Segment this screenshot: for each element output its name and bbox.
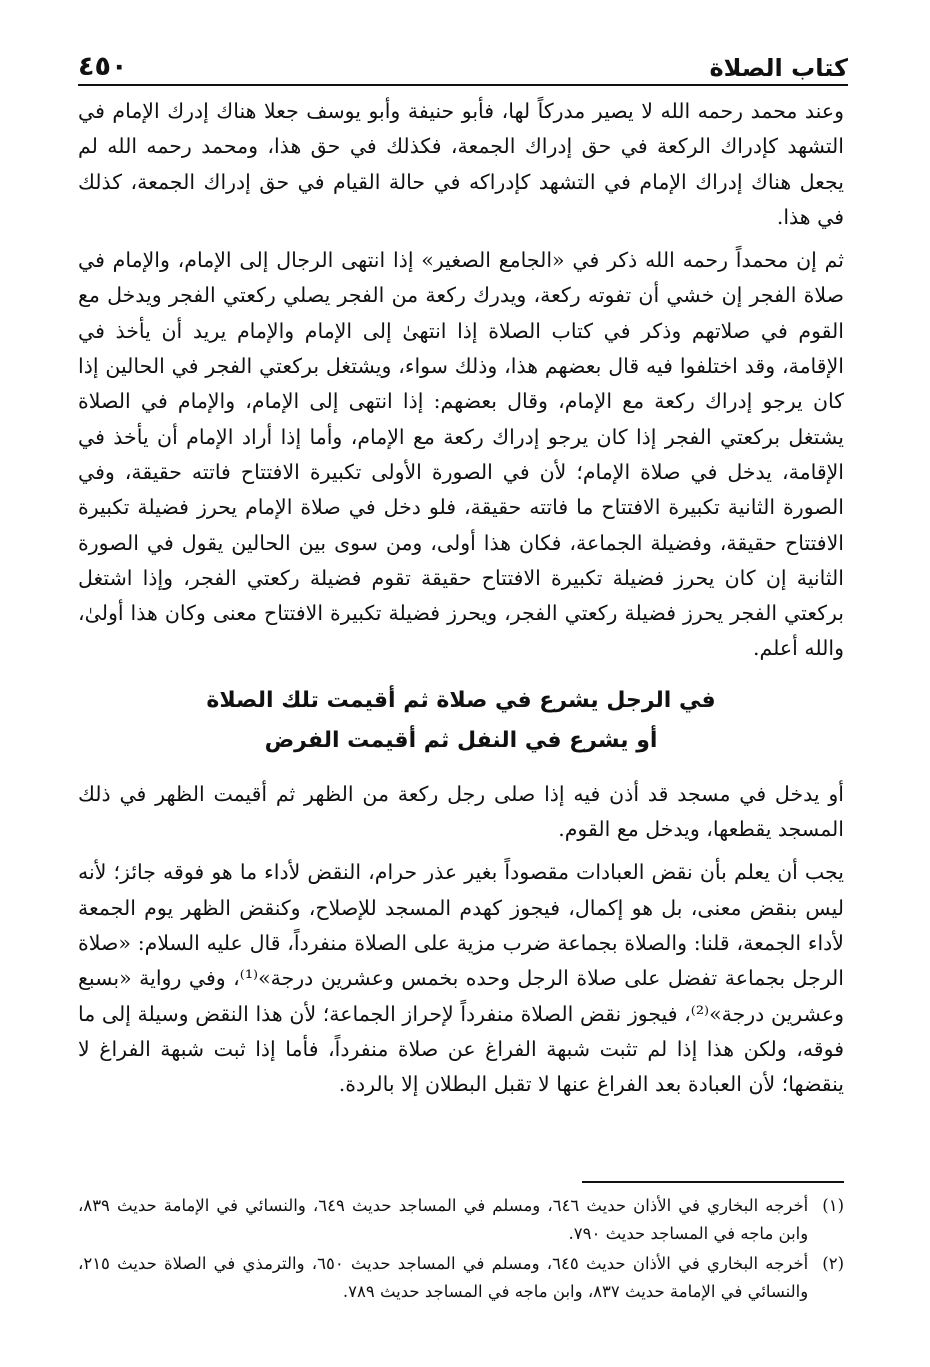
footnote-1: [78, 1192, 844, 1247]
paragraph-3: أو يدخل في مسجد قد أذن فيه إذا صلى رجل ركعة من الظهر ثم أقيمت الظهر في ذلك المسجد يقطعها، ويدخل مع القوم.: [78, 781, 844, 842]
page-header: [78, 38, 848, 80]
section-heading: [78, 681, 844, 761]
header-divider: [78, 84, 848, 86]
main-text: [78, 94, 844, 1102]
paragraph-2: ثم إن محمداً رحمه الله ذكر في «الجامع الصغير» إذا انتهى الرجال إلى الإمام، والإمام في صلاة الفجر إن خشي أن تفوته ركعة، ويدرك ركعة من الفجر يصلي ركعتي الفجر ويدخل مع القوم في صلاتهم وذكر في كتاب الصلاة إذا انتهىٰ إلى الإمام والإمام يريد أن يأخذ في الإقامة، وقد اختلفوا فيه قال بعضهم هذا، وذلك سواء، ويشتغل بركعتي الفجر في الحالين إذا كان يرجو إدراك ركعة مع الإمام، وقال بعضهم: إذا انتهى إلى الإمام، والإمام في الصلاة يشتغل بركعتي الفجر إذا كان يرجو إدراك ركعة مع الإمام، وأما إذا أراد الإمام أن يأخذ في الإقامة، يدخل في صلاة الإمام؛ لأن في الصورة الأولى تكبيرة الافتتاح فاتته حقيقة، وفي الصورة الثانية تكبيرة الافتتاح ما فاتته حقيقة، فلو دخل في صلاة الإمام يحرز فضيلة تكبيرة الافتتاح حقيقة، وفضيلة الجماعة، فكان هذا أولى، ومن سوى بين الحالين يقول في الصورة الثانية إن كان يحرز فضيلة تكبيرة الافتتاح حقيقة تقوم فضيلة ركعتي الفجر، وإذا اشتغل بركعتي الفجر يحرز فضيلة ركعتي الفجر، ويحرز فضيلة تكبيرة الافتتاح معنى وكان هذا أولىٰ، والله أعلم.: [78, 248, 844, 661]
footnote-text: أخرجه البخاري في الأذان حديث ٦٤٦، ومسلم في المساجد حديث ٦٤٩، والنسائي في الإمامة حديث ٨٣٩، وابن ماجه في المساجد حديث ٧٩٠.: [78, 1196, 809, 1243]
footnote-text: أخرجه البخاري في الأذان حديث ٦٤٥، ومسلم في المساجد حديث ٦٥٠، والترمذي في الصلاة حديث ٢١٥، والنسائي في الإمامة حديث ٨٣٧، وابن ماجه في المساجد حديث ٧٨٩.: [78, 1254, 809, 1301]
section-heading-line-2: أو يشرع في النفل ثم أقيمت الفرض: [264, 727, 658, 753]
page-number: ٤٥٠: [78, 51, 128, 82]
section-heading-line-1: في الرجل يشرع في صلاة ثم أقيمت تلك الصلاة: [206, 687, 716, 713]
footnote-2: [78, 1250, 844, 1305]
book-title: كتاب الصلاة: [709, 54, 848, 82]
footnote-number: (٢): [822, 1254, 844, 1273]
paragraph-1: وعند محمد رحمه الله لا يصير مدركاً لها، فأبو حنيفة وأبو يوسف جعلا هناك إدرك الإمام في التشهد كإدراك الركعة في حق إدراك الجمعة، فكذلك في حق هذا، ومحمد رحمه الله لم يجعل هناك إدراك الإمام في التشهد كإدراكه في حالة القيام في حق إدراك الجمعة، كذلك في هذا.: [78, 99, 844, 229]
footnote-divider: [582, 1181, 844, 1183]
paragraph-4: يجب أن يعلم بأن نقض العبادات مقصوداً بغير عذر حرام، النقض لأداء ما هو فوقه جائز؛ لأنه ليس بنقض معنى، بل هو إكمال، فيجوز كهدم المسجد للإصلاح، وكنقض الظهر يوم الجمعة لأداء الجمعة، قلنا: والصلاة بجماعة ضرب مزية على الصلاة منفرداً، قال عليه السلام: «صلاة الرجل بجماعة تفضل على صلاة الرجل وحده بخمس وعشرين درجة»⁽¹⁾، وفي رواية «بسبع وعشرين درجة»⁽²⁾، فيجوز نقض الصلاة منفرداً لإحراز الجماعة؛ لأن هذا النقض وسيلة إلى ما فوقه، ولكن هذا إذا لم تثبت شبهة الفراغ عن صلاة منفرداً، فأما إذا ثبت شبهة الفراغ لا ينقضها؛ لأن العبادة بعد الفراغ عنها لا تقبل البطلان إلا بالردة.: [78, 860, 844, 1097]
footnotes: [78, 1192, 844, 1308]
footnote-number: (١): [822, 1196, 844, 1215]
